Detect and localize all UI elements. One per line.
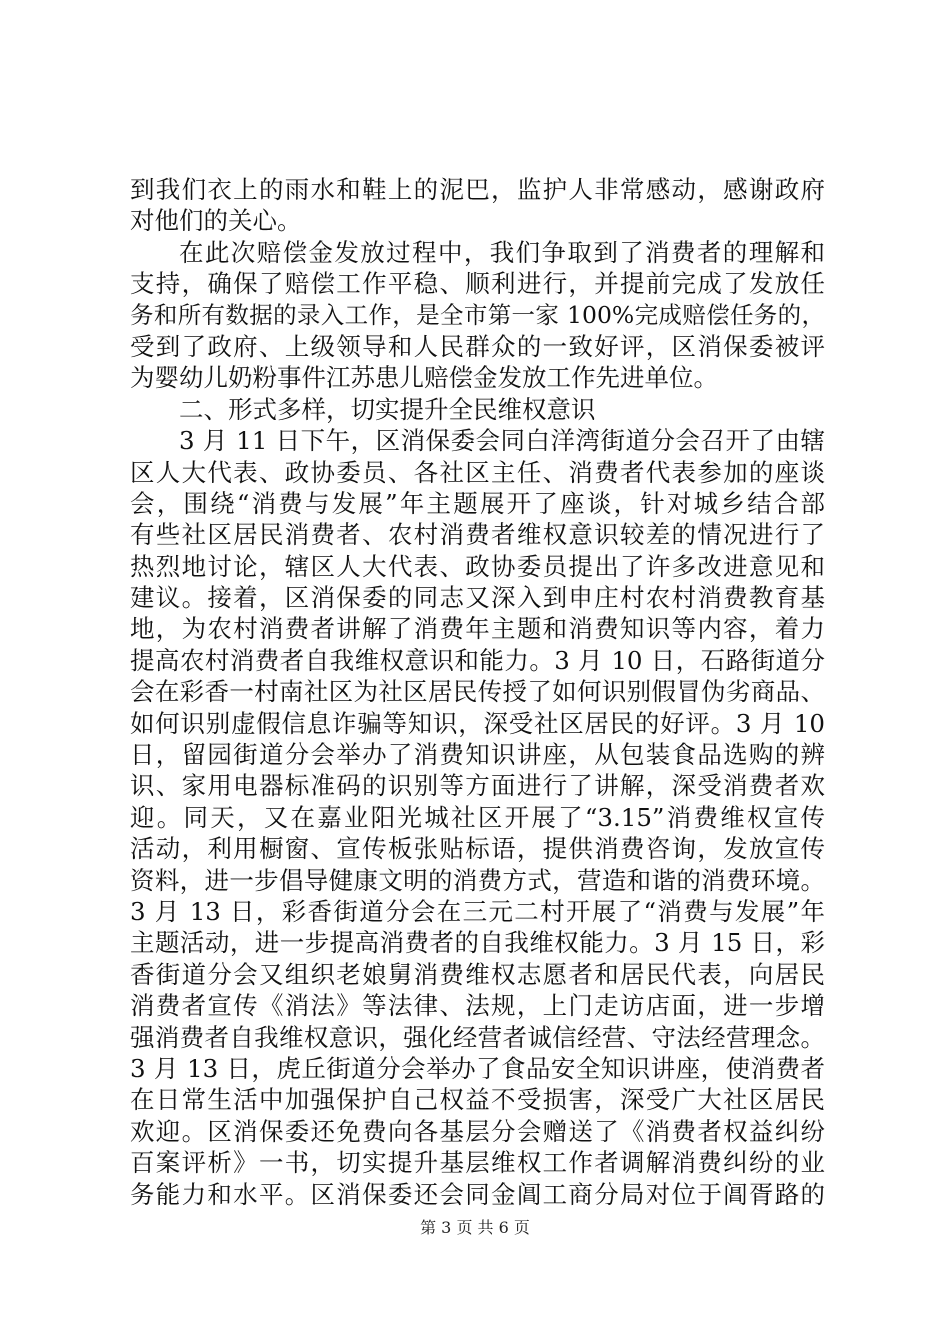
text-line: 建议。接着，区消保委的同志又深入到申庄村农村消费教育基	[130, 583, 825, 613]
text-line: 消费者宣传《消法》等法律、法规，上门走访店面，进一步增	[130, 991, 825, 1021]
text-line: 受到了政府、上级领导和人民群众的一致好评，区消保委被评	[130, 331, 825, 361]
text-line: 在日常生活中加强保护自己权益不受损害，深受广大社区居民	[130, 1085, 825, 1115]
text-line: 3 月 11 日下午，区消保委会同白洋湾街道分会召开了由辖	[179, 426, 825, 456]
text-line: 地，为农村消费者讲解了消费年主题和消费知识等内容，着力	[130, 614, 825, 644]
text-line: 3 月 13 日，虎丘街道分会举办了食品安全知识讲座，使消费者	[130, 1053, 825, 1083]
text-line: 到我们衣上的雨水和鞋上的泥巴，监护人非常感动，感谢政府	[130, 175, 825, 204]
text-line: 百案评析》一书，切实提升基层维权工作者调解消费纠纷的业	[130, 1148, 825, 1178]
text-line: 欢迎。区消保委还免费向各基层分会赠送了《消费者权益纠纷	[130, 1116, 825, 1146]
text-line: 热烈地讨论，辖区人大代表、政协委员提出了许多改进意见和	[130, 551, 825, 581]
text-line: 如何识别虚假信息诈骗等知识，深受社区居民的好评。3 月 10	[130, 708, 825, 738]
text-line: 支持，确保了赔偿工作平稳、顺利进行，并提前完成了发放任	[130, 269, 825, 299]
text-line: 会在彩香一村南社区为社区居民传授了如何识别假冒伪劣商品、	[130, 677, 825, 707]
text-line: 提高农村消费者自我维权意识和能力。3 月 10 日，石路街道分	[130, 645, 825, 675]
text-line: 区人大代表、政协委员、各社区主任、消费者代表参加的座谈	[130, 457, 825, 487]
text-line: 香街道分会又组织老娘舅消费维权志愿者和居民代表，向居民	[130, 959, 825, 989]
text-line: 务能力和水平。区消保委还会同金阊工商分局对位于阊胥路的	[130, 1179, 825, 1209]
text-line: 3 月 13 日，彩香街道分会在三元二村开展了“消费与发展”年	[130, 896, 825, 926]
page-footer	[0, 1217, 950, 1239]
text-line: 强消费者自我维权意识，强化经营者诚信经营、守法经营理念。	[130, 1022, 825, 1052]
document-body	[130, 174, 825, 1210]
text-line: 对他们的关心。	[130, 206, 302, 236]
text-line: 务和所有数据的录入工作，是全市第一家 100%完成赔偿任务的，	[130, 300, 825, 329]
text-line: 有些社区居民消费者、农村消费者维权意识较差的情况进行了	[130, 520, 825, 550]
text-line: 迎。同天，又在嘉业阳光城社区开展了“3.15”消费维权宣传	[130, 802, 825, 832]
text-line: 活动，利用橱窗、宣传板张贴标语，提供消费咨询，发放宣传	[130, 834, 825, 864]
text-line: 主题活动，进一步提高消费者的自我维权能力。3 月 15 日，彩	[130, 928, 825, 958]
text-line: 为婴幼儿奶粉事件江苏患儿赔偿金发放工作先进单位。	[130, 363, 718, 393]
text-line: 资料，进一步倡导健康文明的消费方式，营造和谐的消费环境。	[130, 865, 825, 895]
text-line: 在此次赔偿金发放过程中，我们争取到了消费者的理解和	[179, 237, 825, 267]
text-line: 会，围绕“消费与发展”年主题展开了座谈，针对城乡结合部	[130, 488, 825, 518]
page-number-label: 第 3 页 共 6 页	[420, 1218, 530, 1237]
text-line: 识、家用电器标准码的识别等方面进行了讲解，深受消费者欢	[130, 771, 825, 801]
text-line: 日，留园街道分会举办了消费知识讲座，从包装食品选购的辨	[130, 740, 825, 770]
text-line: 二、形式多样，切实提升全民维权意识	[179, 394, 596, 424]
